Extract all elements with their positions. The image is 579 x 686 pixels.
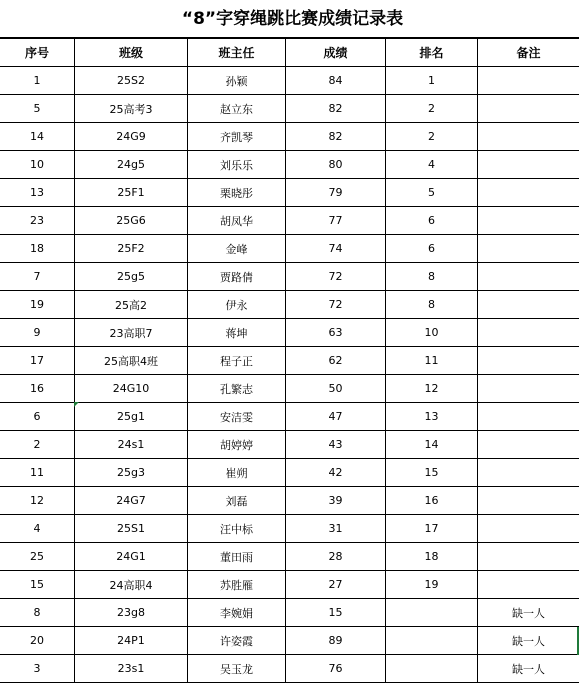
cell-rank[interactable]: 14 (386, 431, 478, 459)
cell-score[interactable]: 15 (286, 599, 386, 627)
table-row (0, 347, 579, 375)
table-row (0, 291, 579, 319)
cell-class[interactable]: 25F2 (75, 235, 188, 263)
cell-seq[interactable]: 23 (0, 207, 75, 235)
cell-class[interactable]: 25S1 (75, 515, 188, 543)
cell-remark[interactable]: 缺一人 (478, 627, 579, 655)
cell-class[interactable]: 24G9 (75, 123, 188, 151)
cell-rank[interactable]: 10 (386, 319, 478, 347)
cell-seq[interactable]: 20 (0, 627, 75, 655)
cell-teacher[interactable]: 刘磊 (188, 487, 286, 515)
cell-seq[interactable]: 13 (0, 179, 75, 207)
cell-rank[interactable]: 16 (386, 487, 478, 515)
cell-class[interactable]: 25S2 (75, 67, 188, 95)
cell-score[interactable]: 72 (286, 263, 386, 291)
cell-seq[interactable]: 7 (0, 263, 75, 291)
cell-class[interactable]: 25G6 (75, 207, 188, 235)
header-cell-teacher[interactable]: 班主任 (188, 39, 286, 67)
header-cell-remark[interactable]: 备注 (478, 39, 579, 67)
cell-remark[interactable] (478, 515, 579, 543)
header-cell-seq[interactable]: 序号 (0, 39, 75, 67)
cell-rank[interactable]: 8 (386, 291, 478, 319)
cell-class[interactable]: 23s1 (75, 655, 188, 683)
cell-class[interactable]: 24G10 (75, 375, 188, 403)
cell-class[interactable]: 24P1 (75, 627, 188, 655)
table-row (0, 235, 579, 263)
cell-seq[interactable]: 12 (0, 487, 75, 515)
cell-class[interactable]: 23高职7 (75, 319, 188, 347)
cell-teacher[interactable]: 许姿霞 (188, 627, 286, 655)
cell-remark[interactable] (478, 375, 579, 403)
cell-rank[interactable]: 17 (386, 515, 478, 543)
cell-remark[interactable] (478, 403, 579, 431)
cell-teacher[interactable]: 伊永 (188, 291, 286, 319)
header-row (0, 39, 579, 67)
cell-teacher[interactable]: 吴玉龙 (188, 655, 286, 683)
cell-class[interactable]: 24G1 (75, 543, 188, 571)
cell-rank[interactable]: 18 (386, 543, 478, 571)
comment-indicator-mark (74, 402, 79, 407)
cell-remark[interactable]: 缺一人 (478, 655, 579, 683)
cell-remark[interactable] (478, 263, 579, 291)
cell-seq[interactable]: 3 (0, 655, 75, 683)
table-row (0, 319, 579, 347)
cell-class[interactable]: 24高职4 (75, 571, 188, 599)
cell-remark[interactable] (478, 487, 579, 515)
cell-teacher[interactable]: 胡婷婷 (188, 431, 286, 459)
cell-score[interactable]: 63 (286, 319, 386, 347)
cell-remark[interactable] (478, 179, 579, 207)
cell-teacher[interactable]: 蒋坤 (188, 319, 286, 347)
cell-rank[interactable]: 19 (386, 571, 478, 599)
table-row (0, 403, 579, 431)
table-row (0, 67, 579, 95)
cell-score[interactable]: 77 (286, 207, 386, 235)
cell-rank[interactable]: 13 (386, 403, 478, 431)
cell-seq[interactable]: 15 (0, 571, 75, 599)
cell-score[interactable]: 47 (286, 403, 386, 431)
cell-rank[interactable]: 6 (386, 207, 478, 235)
header-cell-class[interactable]: 班级 (75, 39, 188, 67)
cell-teacher[interactable]: 孙颖 (188, 67, 286, 95)
cell-teacher[interactable]: 董田雨 (188, 543, 286, 571)
cell-teacher[interactable]: 程子正 (188, 347, 286, 375)
cell-class[interactable]: 24g5 (75, 151, 188, 179)
cell-seq[interactable]: 17 (0, 347, 75, 375)
cell-rank[interactable]: 11 (386, 347, 478, 375)
cell-score[interactable]: 39 (286, 487, 386, 515)
cell-rank[interactable]: 5 (386, 179, 478, 207)
cell-rank[interactable] (386, 599, 478, 627)
cell-remark[interactable] (478, 543, 579, 571)
cell-teacher[interactable]: 胡凤华 (188, 207, 286, 235)
cell-rank[interactable]: 6 (386, 235, 478, 263)
cell-score[interactable]: 82 (286, 95, 386, 123)
cell-seq[interactable]: 25 (0, 543, 75, 571)
cell-seq[interactable]: 1 (0, 67, 75, 95)
cell-class[interactable]: 23g8 (75, 599, 188, 627)
score-table (0, 38, 579, 683)
cell-teacher[interactable]: 栗晓彤 (188, 179, 286, 207)
cell-teacher[interactable]: 崔朔 (188, 459, 286, 487)
table-row (0, 431, 579, 459)
sheet-title[interactable]: “8”字穿绳跳比赛成绩记录表 (0, 0, 579, 38)
cell-remark[interactable] (478, 459, 579, 487)
cell-score[interactable]: 27 (286, 571, 386, 599)
table-row (0, 459, 579, 487)
cell-teacher[interactable]: 李婉娟 (188, 599, 286, 627)
header-cell-rank[interactable]: 排名 (386, 39, 478, 67)
cell-class[interactable]: 25g5 (75, 263, 188, 291)
cell-seq[interactable]: 16 (0, 375, 75, 403)
cell-remark[interactable] (478, 207, 579, 235)
table-row (0, 487, 579, 515)
table-row (0, 515, 579, 543)
cell-rank[interactable] (386, 655, 478, 683)
cell-rank[interactable]: 2 (386, 95, 478, 123)
cell-remark[interactable] (478, 95, 579, 123)
table-row (0, 207, 579, 235)
cell-remark[interactable] (478, 291, 579, 319)
cell-teacher[interactable]: 齐凯琴 (188, 123, 286, 151)
cell-score[interactable]: 74 (286, 235, 386, 263)
cell-remark[interactable] (478, 235, 579, 263)
cell-class[interactable]: 25g3 (75, 459, 188, 487)
table-row (0, 571, 579, 599)
cell-rank[interactable]: 15 (386, 459, 478, 487)
table-row (0, 123, 579, 151)
cell-teacher[interactable]: 汪中标 (188, 515, 286, 543)
cell-score[interactable]: 62 (286, 347, 386, 375)
cell-teacher[interactable]: 金峰 (188, 235, 286, 263)
cell-teacher[interactable]: 安洁雯 (188, 403, 286, 431)
table-row (0, 263, 579, 291)
cell-remark[interactable] (478, 67, 579, 95)
cell-score[interactable]: 42 (286, 459, 386, 487)
table-body (0, 67, 579, 683)
cell-remark[interactable] (478, 347, 579, 375)
cell-remark[interactable] (478, 151, 579, 179)
cell-remark[interactable] (478, 123, 579, 151)
cell-remark[interactable] (478, 319, 579, 347)
cell-teacher[interactable]: 孔繁志 (188, 375, 286, 403)
cell-rank[interactable]: 1 (386, 67, 478, 95)
cell-class[interactable]: 25高职4班 (75, 347, 188, 375)
cell-score[interactable]: 50 (286, 375, 386, 403)
cell-score[interactable]: 82 (286, 123, 386, 151)
cell-rank[interactable]: 8 (386, 263, 478, 291)
cell-score[interactable]: 28 (286, 543, 386, 571)
cell-remark[interactable]: 缺一人 (478, 599, 579, 627)
cell-score[interactable]: 80 (286, 151, 386, 179)
cell-seq[interactable]: 19 (0, 291, 75, 319)
cell-class[interactable]: 24s1 (75, 431, 188, 459)
cell-seq[interactable]: 8 (0, 599, 75, 627)
cell-teacher[interactable]: 贾路倩 (188, 263, 286, 291)
cell-score[interactable]: 31 (286, 515, 386, 543)
cell-teacher[interactable]: 苏胜雁 (188, 571, 286, 599)
cell-rank[interactable]: 4 (386, 151, 478, 179)
cell-class[interactable]: 25高2 (75, 291, 188, 319)
cell-teacher[interactable]: 赵立东 (188, 95, 286, 123)
cell-seq[interactable]: 18 (0, 235, 75, 263)
cell-rank[interactable]: 2 (386, 123, 478, 151)
cell-seq[interactable]: 14 (0, 123, 75, 151)
cell-score[interactable]: 72 (286, 291, 386, 319)
table-row (0, 151, 579, 179)
cell-score[interactable]: 89 (286, 627, 386, 655)
cell-class[interactable]: 25高考3 (75, 95, 188, 123)
cell-rank[interactable]: 12 (386, 375, 478, 403)
cell-seq[interactable]: 11 (0, 459, 75, 487)
table-row (0, 375, 579, 403)
cell-seq[interactable]: 2 (0, 431, 75, 459)
header-cell-score[interactable]: 成绩 (286, 39, 386, 67)
cell-class[interactable]: 25F1 (75, 179, 188, 207)
cell-seq[interactable]: 4 (0, 515, 75, 543)
cell-teacher[interactable]: 刘乐乐 (188, 151, 286, 179)
table-row (0, 627, 579, 655)
cell-score[interactable]: 84 (286, 67, 386, 95)
table-row (0, 543, 579, 571)
cell-score[interactable]: 79 (286, 179, 386, 207)
cell-rank[interactable] (386, 627, 478, 655)
cell-seq[interactable]: 5 (0, 95, 75, 123)
table-row (0, 95, 579, 123)
table-row (0, 179, 579, 207)
cell-class[interactable]: 25g1 (75, 403, 188, 431)
table-row (0, 599, 579, 627)
cell-class[interactable]: 24G7 (75, 487, 188, 515)
cell-seq[interactable]: 9 (0, 319, 75, 347)
cell-seq[interactable]: 6 (0, 403, 75, 431)
table-row (0, 655, 579, 683)
cell-remark[interactable] (478, 431, 579, 459)
cell-seq[interactable]: 10 (0, 151, 75, 179)
cell-remark[interactable] (478, 571, 579, 599)
cell-score[interactable]: 76 (286, 655, 386, 683)
cell-score[interactable]: 43 (286, 431, 386, 459)
